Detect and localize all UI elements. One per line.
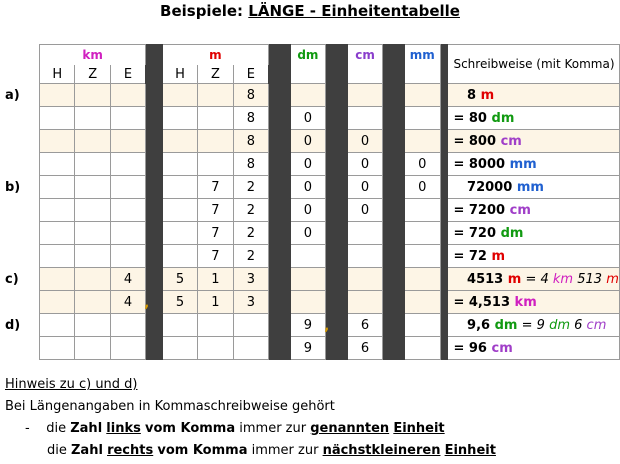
table-row: 4 , 5 1 3 = 4,513 km (0, 291, 620, 314)
result-cell: = 4,513 km (448, 291, 620, 314)
cell-m-e: 8 (233, 84, 268, 107)
table-row: 8 0 0 = 800 cm (0, 130, 620, 153)
result-cell: = 800 cm (448, 130, 620, 153)
section-label-b: b) (5, 179, 21, 195)
notes-line-3: die Zahl rechts vom Komma immer zur nächstkleineren Einheit (47, 443, 496, 458)
result-cell: = 8000 mm (448, 153, 620, 176)
notes-line-1: Bei Längenangaben in Kommaschreibweise gehört (5, 399, 335, 414)
place-h-m: H (162, 65, 197, 84)
notes-section (5, 374, 496, 462)
notes-heading: Hinweis zu c) und d) (5, 377, 138, 392)
result-cell: 8 m (448, 84, 620, 107)
notes-line-2: - die Zahl links vom Komma immer zur genannten Einheit (25, 421, 445, 436)
page-title: Beispiele: LÄNGE - Einheitentabelle (160, 2, 460, 20)
unit-m-header: m (162, 45, 268, 66)
table-row: c) 4 5 1 3 4513 m = 4 km 513 m (0, 268, 620, 291)
section-label-c: c) (5, 271, 19, 287)
unit-km-header: km (40, 45, 146, 66)
unit-mm-header: mm (404, 45, 440, 84)
result-cell: = 80 dm (448, 107, 620, 130)
comma-marker: , (324, 319, 330, 334)
result-cell: = 96 cm (448, 337, 620, 360)
place-e-km: E (110, 65, 145, 84)
place-h-km: H (40, 65, 75, 84)
section-label-d: d) (5, 317, 21, 333)
section-label-a: a) (5, 87, 20, 103)
table-row: 7 2 0 0 = 7200 cm (0, 199, 620, 222)
table-row: 9 6 = 96 cm (0, 337, 620, 360)
result-cell: = 720 dm (448, 222, 620, 245)
place-z-km: Z (75, 65, 110, 84)
table-row: 7 2 = 72 m (0, 245, 620, 268)
result-cell: 9,6 dm = 9 dm 6 cm (448, 314, 620, 337)
table-row: 8 0 = 80 dm (0, 107, 620, 130)
unit-header-row (0, 45, 620, 66)
table-row: 7 2 0 = 720 dm (0, 222, 620, 245)
unit-dm-header: dm (290, 45, 326, 84)
notation-header: Schreibweise (mit Komma) (448, 45, 620, 84)
table-row: d) 9 , 6 9,6 dm = 9 dm 6 cm (0, 314, 620, 337)
result-cell: 4513 m = 4 km 513 m (448, 268, 620, 291)
table-row: 8 0 0 0 = 8000 mm (0, 153, 620, 176)
table-row (0, 84, 620, 107)
unit-cm-header: cm (347, 45, 383, 84)
result-cell: = 7200 cm (448, 199, 620, 222)
table-row: b) 7 2 0 0 0 72000 mm (0, 176, 620, 199)
result-cell: = 72 m (448, 245, 620, 268)
comma-marker: , (144, 296, 150, 311)
place-e-m: E (233, 65, 268, 84)
place-z-m: Z (198, 65, 233, 84)
result-cell: 72000 mm (448, 176, 620, 199)
unit-table (0, 44, 620, 360)
